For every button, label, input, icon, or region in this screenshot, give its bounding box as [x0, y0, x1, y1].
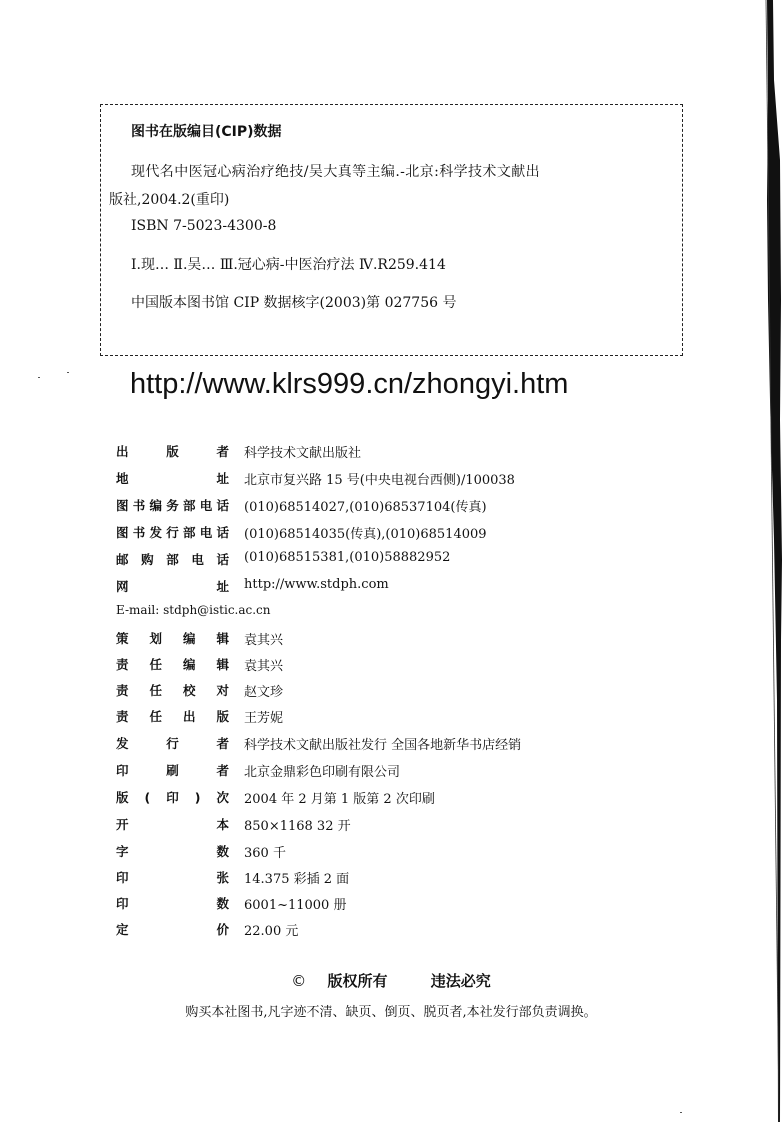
info-value: 6001~11000 册 — [244, 898, 347, 913]
info-value: 2004 年 2 月第 1 版第 2 次印刷 — [244, 792, 435, 807]
website-link[interactable]: http://www.stdph.com — [244, 577, 389, 592]
cip-data-box — [100, 104, 683, 356]
scan-speck — [67, 372, 69, 373]
info-label: 图书编务部电话 — [116, 498, 229, 513]
info-value: 袁其兴 — [244, 659, 284, 674]
info-value: 北京金鼎彩色印刷有限公司 — [244, 765, 401, 780]
info-value: 22.00 元 — [244, 924, 299, 939]
info-value: 850×1168 32 开 — [244, 819, 351, 834]
copyright-icon: © — [291, 972, 307, 990]
info-value: 袁其兴 — [244, 633, 284, 648]
info-label: 出 版 者 — [116, 444, 229, 459]
copyright-warning: 违法必究 — [430, 972, 491, 990]
info-label: 网 址 — [116, 579, 229, 594]
info-value: 360 千 — [244, 846, 286, 861]
info-value: (010)68514027,(010)68537104(传真) — [244, 500, 487, 515]
email-address[interactable]: E-mail: stdph@istic.ac.cn — [116, 603, 271, 617]
cip-record-number: 中国版本图书馆 CIP 数据核字(2003)第 027756 号 — [131, 295, 457, 311]
scan-speck — [680, 1112, 682, 1113]
info-value: 北京市复兴路 15 号(中央电视台西侧)/100038 — [244, 473, 515, 488]
cip-title: 图书在版编目(CIP)数据 — [131, 124, 282, 140]
info-label: 印 数 — [116, 896, 229, 911]
info-value: 科学技术文献出版社 — [244, 446, 362, 461]
info-label: 定 价 — [116, 922, 229, 937]
cip-isbn: ISBN 7-5023-4300-8 — [131, 218, 277, 234]
copyright-rights: 版权所有 — [327, 972, 388, 990]
cip-book-title-line: 现代名中医冠心病治疗绝技/吴大真等主编.-北京:科学技术文献出 — [131, 164, 541, 180]
info-label: 责任出版 — [116, 709, 229, 724]
info-label: 策划编辑 — [116, 631, 229, 646]
info-label: 开 本 — [116, 817, 229, 832]
info-label: 地 址 — [116, 471, 229, 486]
cip-publisher-line: 版社,2004.2(重印) — [109, 192, 230, 208]
scan-speck — [38, 377, 40, 378]
watermark-url: http://www.klrs999.cn/zhongyi.htm — [130, 368, 569, 400]
info-label: 印 张 — [116, 870, 229, 885]
info-label: 印 刷 者 — [116, 763, 229, 778]
info-value: 科学技术文献出版社发行 全国各地新华书店经销 — [244, 738, 522, 753]
info-value: 14.375 彩插 2 面 — [244, 872, 350, 887]
info-label: 发 行 者 — [116, 736, 229, 751]
info-label: 责任校对 — [116, 683, 229, 698]
info-label: 邮购部电话 — [116, 552, 229, 567]
copyright-line — [0, 970, 782, 991]
replacement-notice: 购买本社图书,凡字迹不清、缺页、倒页、脱页者,本社发行部负责调换。 — [185, 1005, 597, 1020]
info-value: (010)68515381,(010)58882952 — [244, 550, 451, 565]
info-value: (010)68514035(传真),(010)68514009 — [244, 527, 487, 542]
scan-edge-shadow — [746, 0, 782, 1122]
info-label: 版(印)次 — [116, 790, 229, 805]
cip-classification: Ⅰ.现… Ⅱ.吴… Ⅲ.冠心病-中医治疗法 Ⅳ.R259.414 — [131, 257, 446, 273]
info-label: 责任编辑 — [116, 657, 229, 672]
info-label: 图书发行部电话 — [116, 525, 229, 540]
info-label: 字 数 — [116, 844, 229, 859]
info-value: 赵文珍 — [244, 685, 284, 700]
info-value: 王芳妮 — [244, 711, 284, 726]
